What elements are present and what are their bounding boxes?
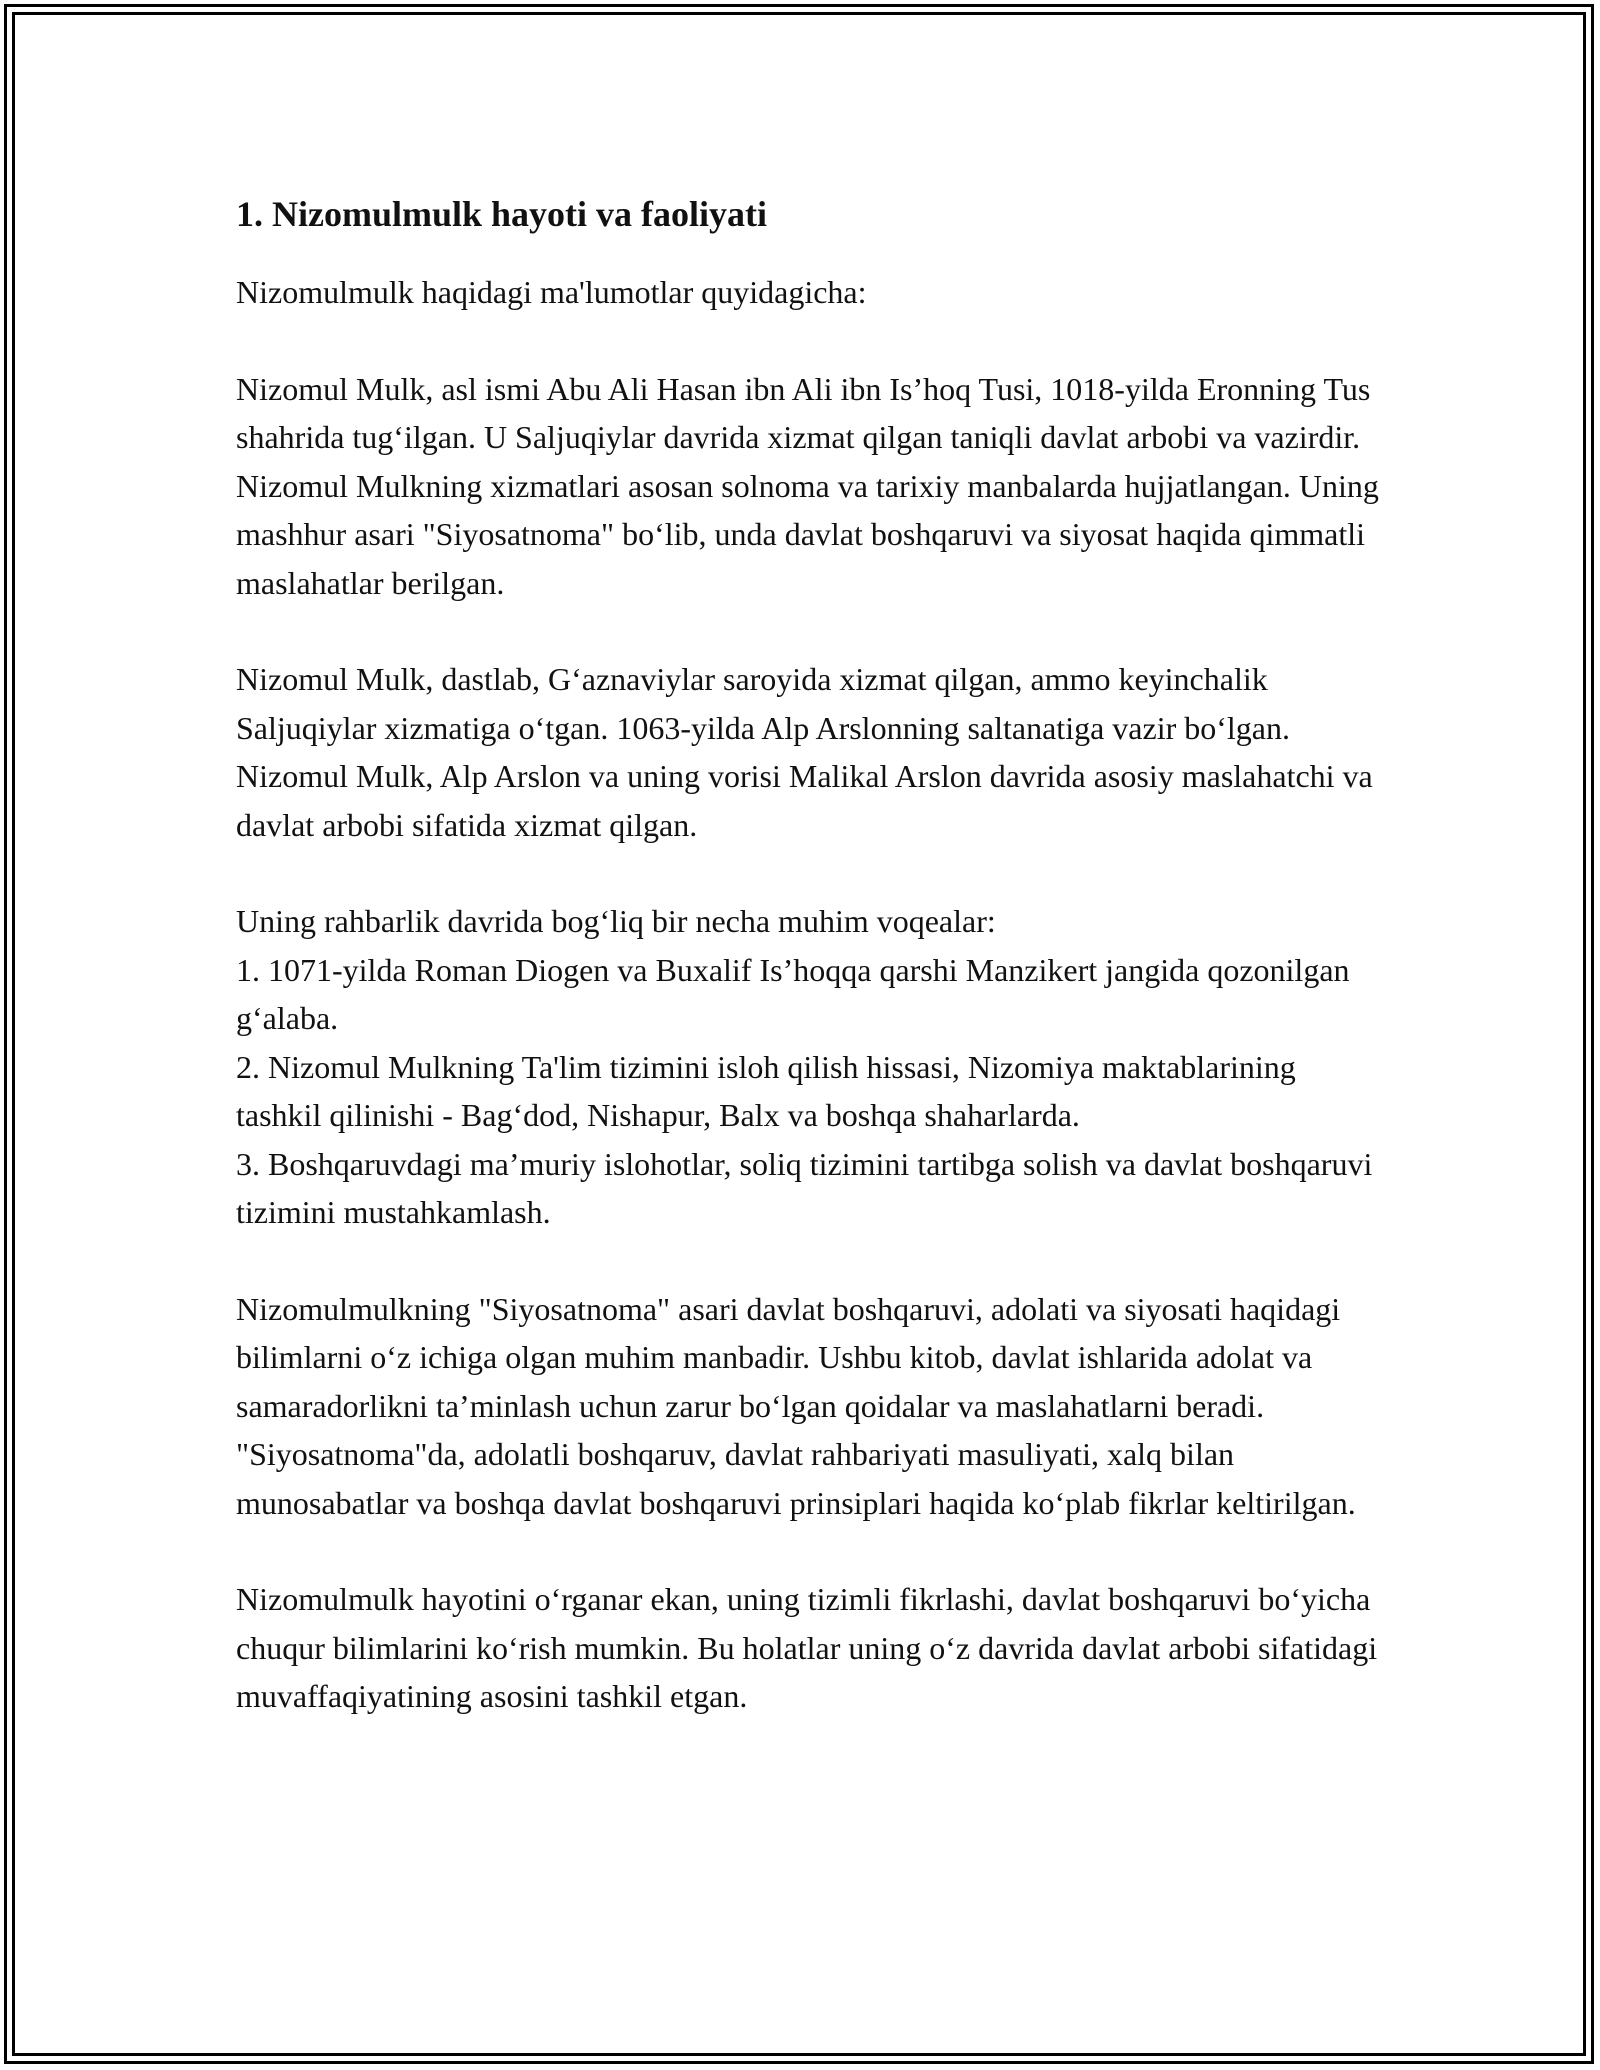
events-paragraph [236,897,1386,1237]
career-paragraph: Nizomul Mulk, dastlab, G‘aznaviylar saroyida xizmat qilgan, ammo keyinchalik Saljuqiylar xizmatiga o‘tgan. 1063-yilda Alp Arslonning saltanatiga vazir bo‘lgan. Nizomul Mulk, Alp Arslon va uning vorisi Malikal Arslon davrida asosiy maslahatchi va davlat arbobi sifatida xizmat qilgan. [236,661,1373,843]
siyosatnoma-paragraph: Nizomulmulkning "Siyosatnoma" asari davlat boshqaruvi, adolati va siyosati haqidagi bilimlarni o‘z ichiga olgan muhim manbadir. Ushbu kitob, davlat ishlarida adolat va samaradorlikni ta’minlash uchun zarur bo‘lgan qoidalar va maslahatlarni beradi. "Siyosatnoma"da, adolatli boshqaruv, davlat rahbariyati masuliyati, xalq bilan munosabatlar va boshqa davlat boshqaruvi prinsiplari haqida ko‘plab fikrlar keltirilgan. [236,1290,1356,1521]
event-item: 3. Boshqaruvdagi ma’muriy islohotlar, soliq tizimini tartibga solish va davlat boshqaruvi tizimini mustahkamlash. [236,1145,1373,1230]
section-heading: 1. Nizomulmulk hayoti va faoliyati [236,194,768,234]
events-lead: Uning rahbarlik davrida bog‘liq bir necha muhim voqealar: [236,903,996,939]
event-item: 2. Nizomul Mulkning Ta'lim tizimini isloh qilish hissasi, Nizomiya maktablarining tashkil qilinishi - Bag‘dod, Nishapur, Balx va boshqa shaharlarda. [236,1048,1296,1133]
intro-paragraph: Nizomulmulk haqidagi ma'lumotlar quyidagicha: [236,274,867,310]
biography-paragraph: Nizomul Mulk, asl ismi Abu Ali Hasan ibn Ali ibn Is’hoq Tusi, 1018-yilda Eronning Tus shahrida tug‘ilgan. U Saljuqiylar davrida xizmat qilgan taniqli davlat arbobi va vazirdir. Nizomul Mulkning xizmatlari asosan solnoma va tarixiy manbalarda hujjatlangan. Uning mashhur asari "Siyosatnoma" bo‘lib, unda davlat boshqaruvi va siyosat haqida qimmatli maslahatlar berilgan. [236,370,1379,601]
document-body [236,182,1386,1769]
conclusion-paragraph: Nizomulmulk hayotini o‘rganar ekan, uning tizimli fikrlashi, davlat boshqaruvi bo‘yicha chuqur bilimlarini ko‘rish mumkin. Bu holatlar uning o‘z davrida davlat arbobi sifatidagi muvaffaqiyatining asosini tashkil etgan. [236,1581,1378,1714]
event-item: 1. 1071-yilda Roman Diogen va Buxalif Is’hoqqa qarshi Manzikert jangida qozonilgan g‘alaba. [236,951,1350,1036]
